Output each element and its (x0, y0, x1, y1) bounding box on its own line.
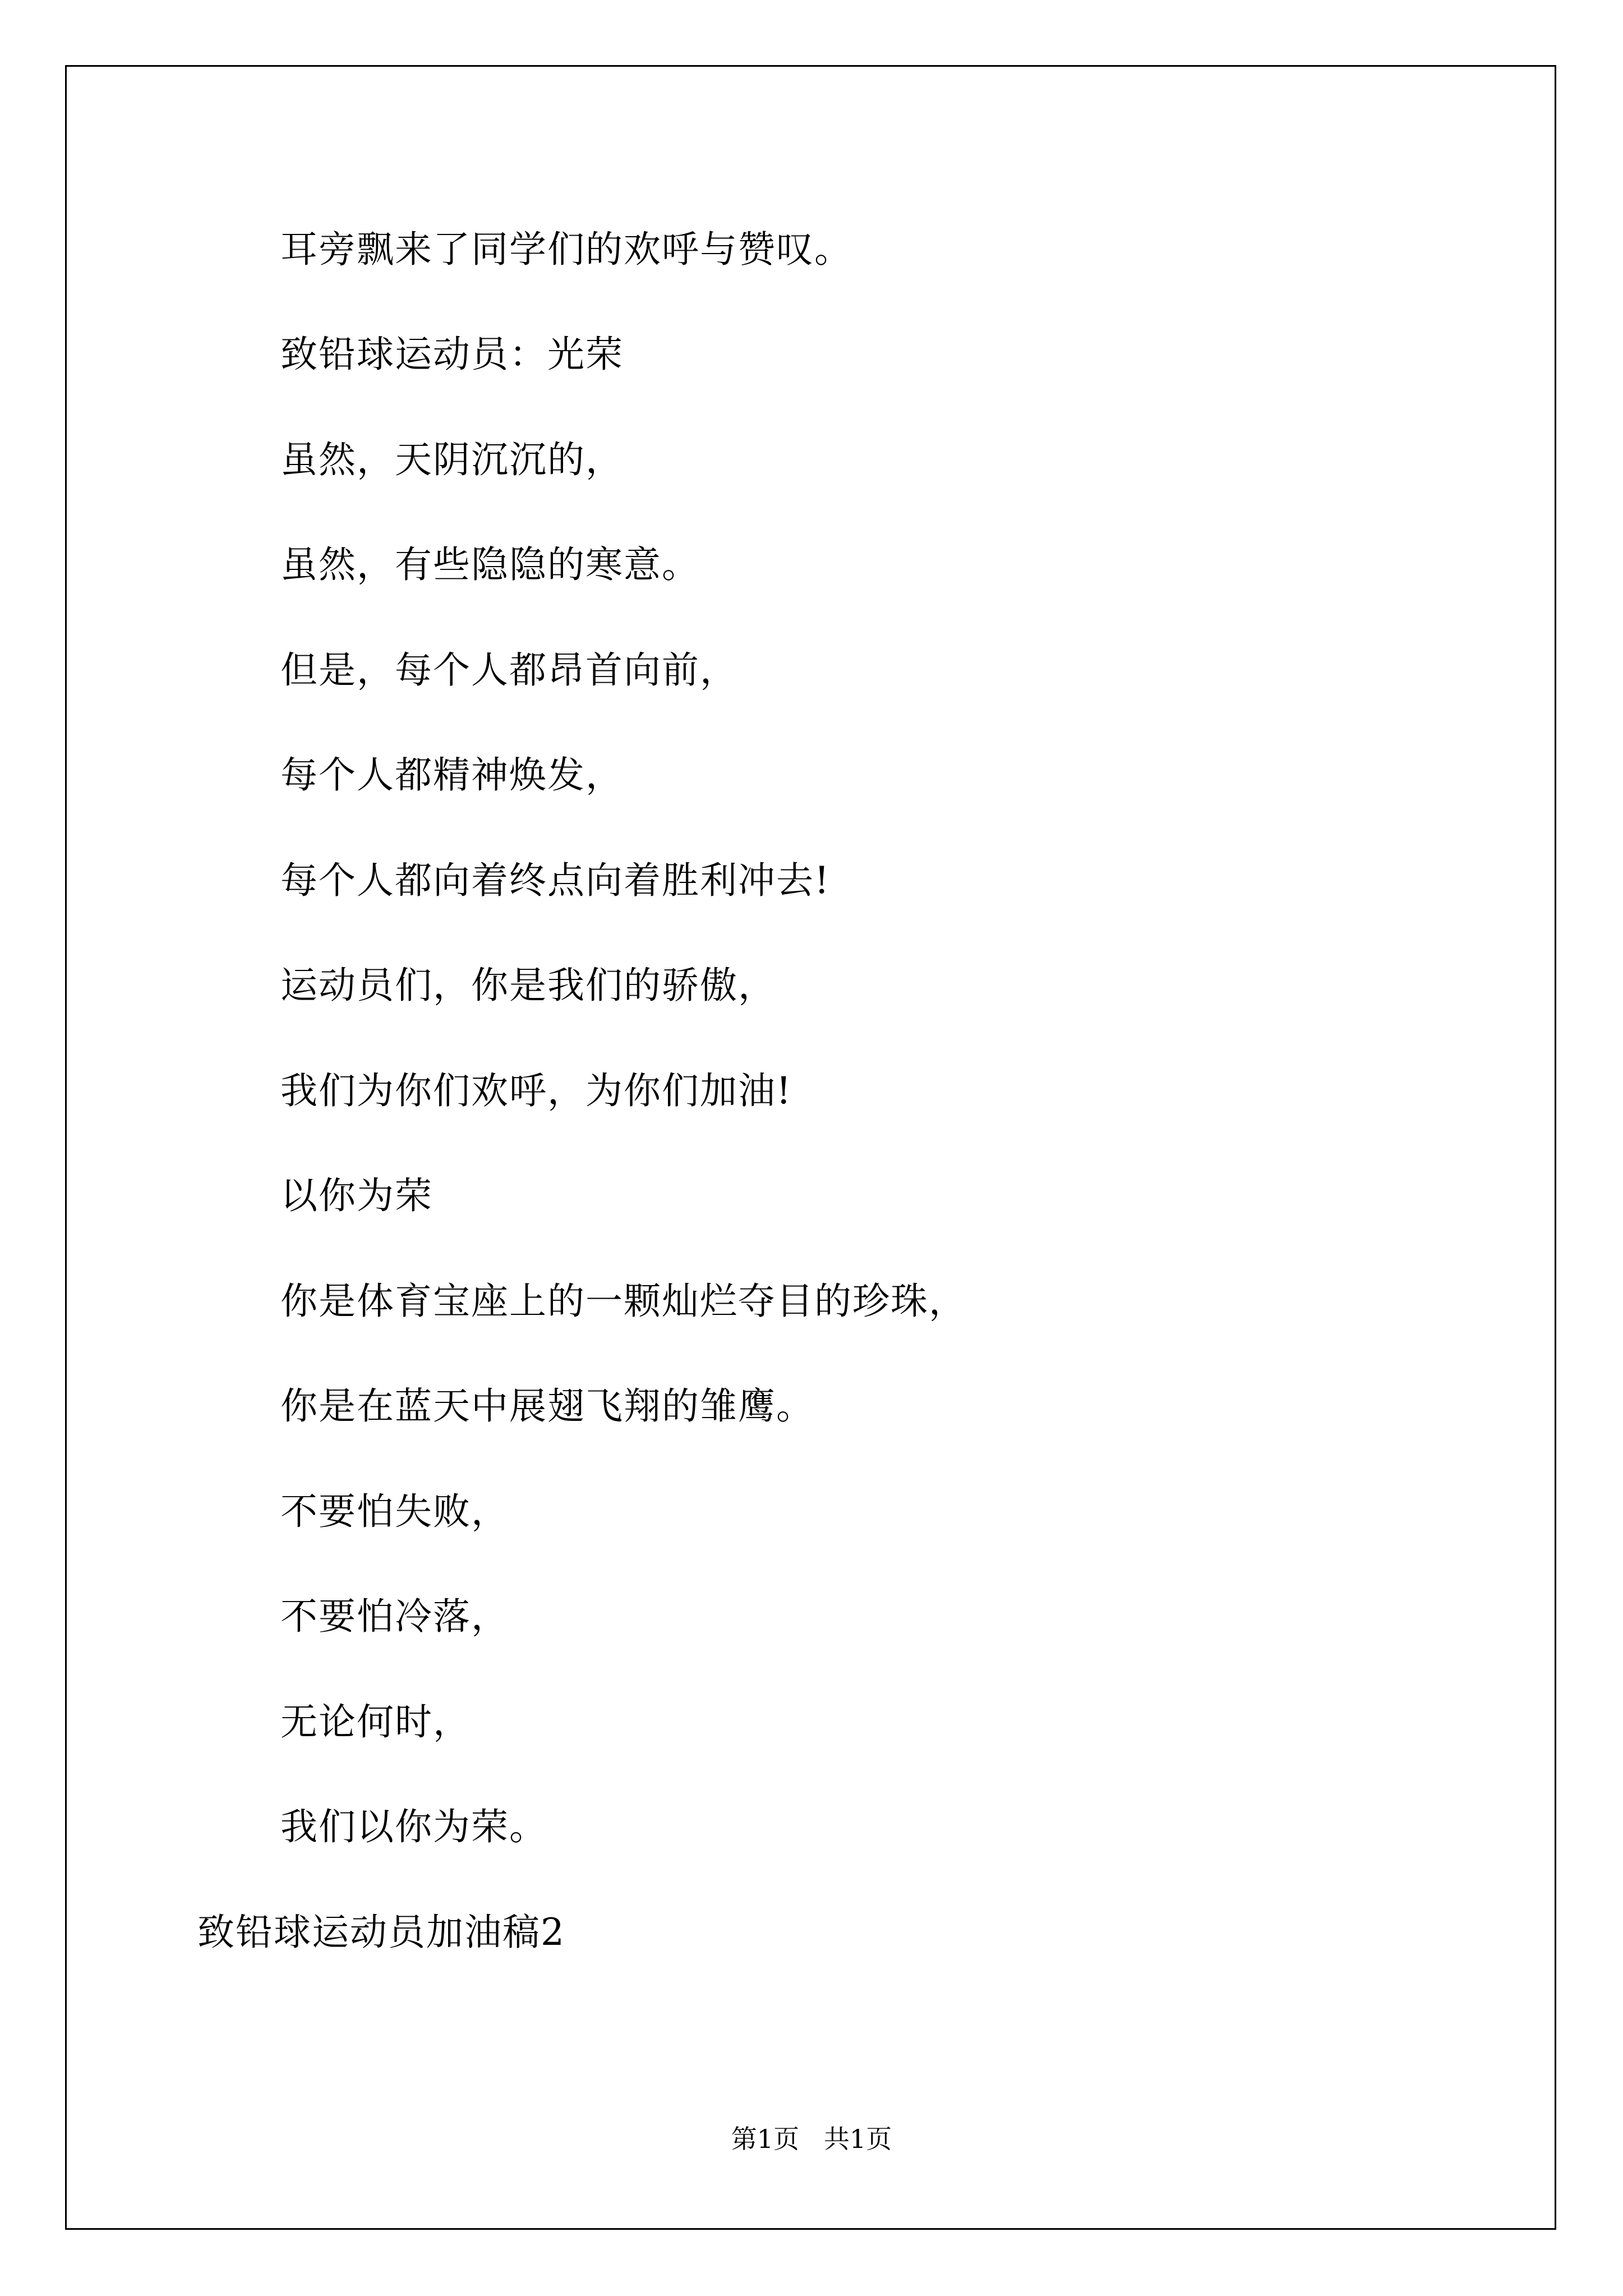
text-line: 你是体育宝座上的一颗灿烂夺目的珍珠， (280, 1280, 967, 1323)
section-heading: 致铅球运动员加油稿2 (197, 1911, 565, 1954)
text-line: 我们以你为荣。 (280, 1805, 547, 1848)
text-line: 致铅球运动员：光荣 (280, 333, 624, 376)
page-border (65, 65, 1556, 2230)
text-line: 运动员们，你是我们的骄傲， (280, 964, 776, 1007)
text-line: 虽然，天阴沉沉的， (280, 438, 624, 481)
text-line: 虽然，有些隐隐的寒意。 (280, 543, 700, 586)
text-line: 不要怕冷落， (280, 1595, 509, 1638)
text-line: 我们为你们欢呼，为你们加油! (280, 1069, 792, 1112)
text-line: 以你为荣 (280, 1174, 433, 1217)
text-line: 无论何时， (280, 1700, 471, 1743)
text-line: 每个人都精神焕发， (280, 753, 624, 797)
text-line: 但是，每个人都昂首向前， (280, 648, 738, 692)
text-line: 你是在蓝天中展翅飞翔的雏鹰。 (280, 1384, 814, 1428)
text-line: 不要怕失败， (280, 1490, 509, 1533)
page-number-footer: 第1页 共1页 (731, 2124, 892, 2154)
text-line: 耳旁飘来了同学们的欢呼与赞叹。 (280, 228, 852, 271)
text-line: 每个人都向着终点向着胜利冲去! (280, 859, 831, 902)
